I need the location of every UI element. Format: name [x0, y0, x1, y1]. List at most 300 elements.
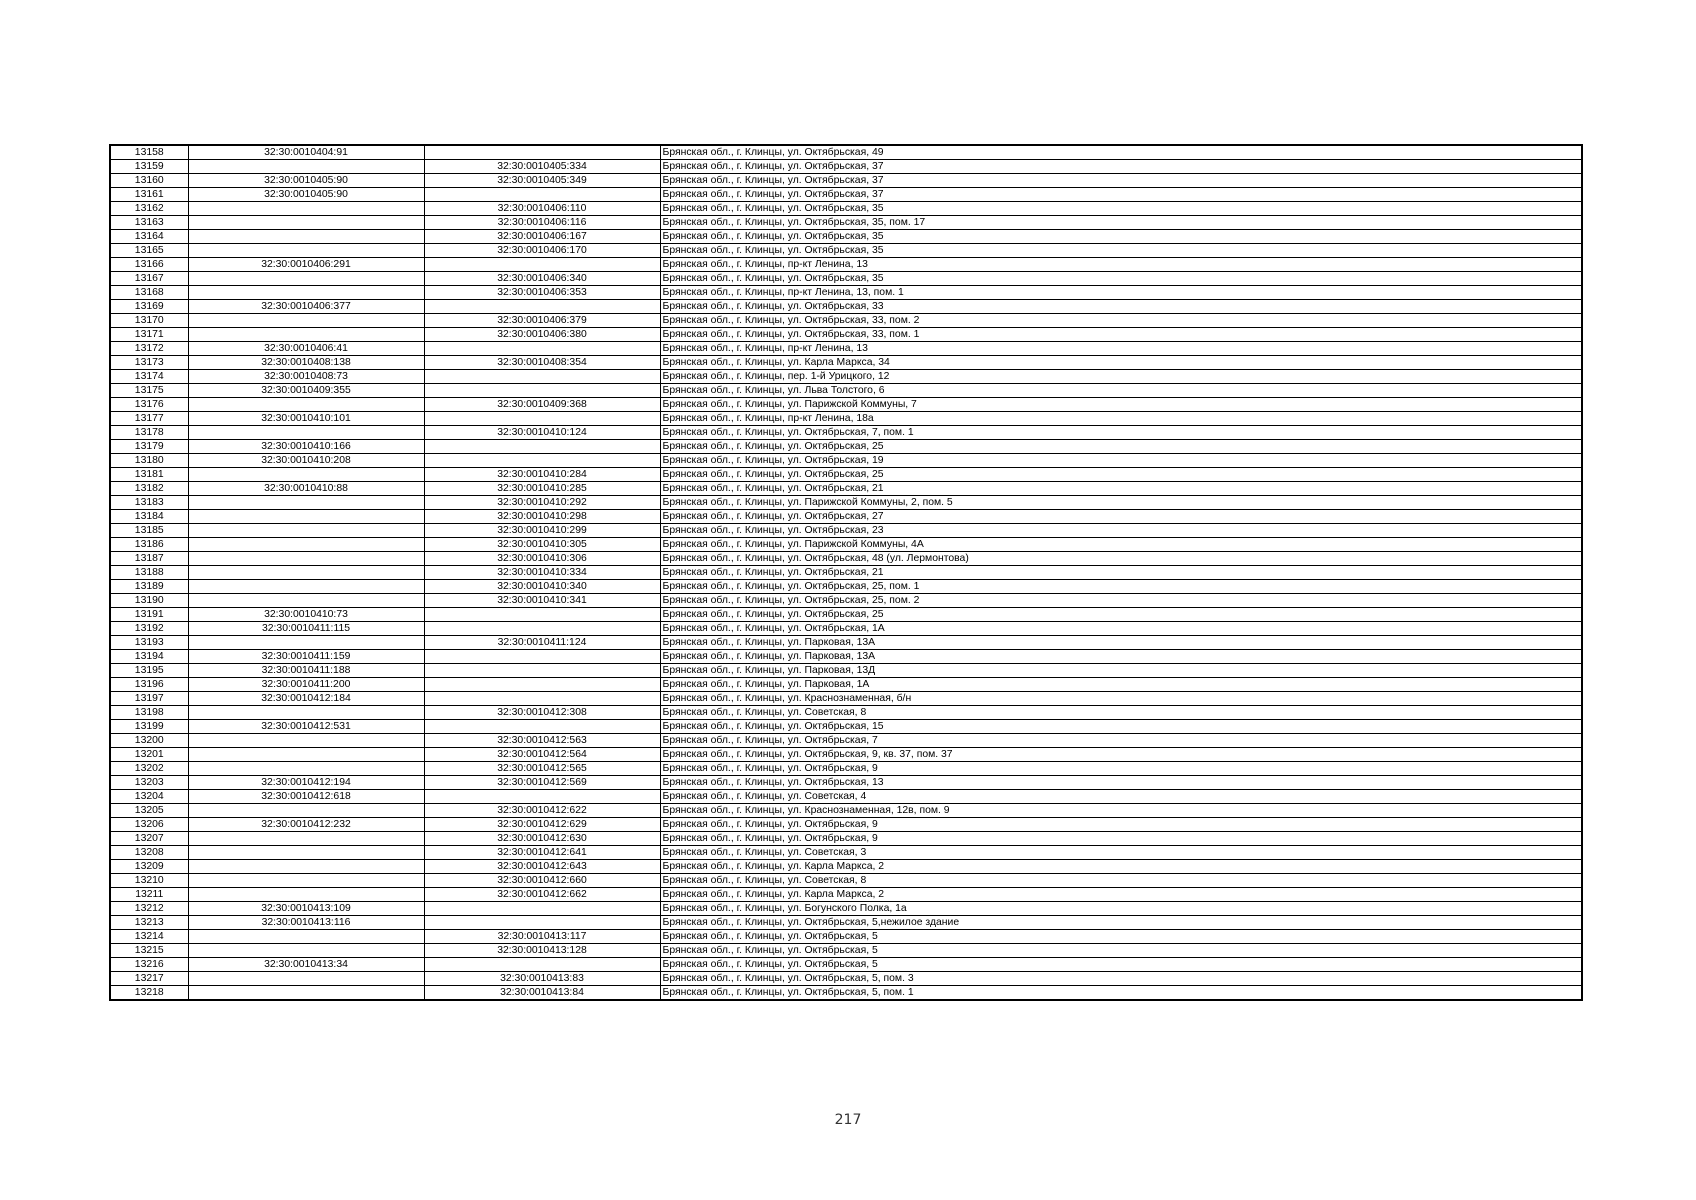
address-cell: Брянская обл., г. Клинцы, ул. Октябрьская, 23: [660, 524, 1582, 538]
building-cadastral-number-cell: [424, 412, 660, 426]
table-row: [110, 958, 1582, 972]
address-cell: Брянская обл., г. Клинцы, ул. Парковая, 13А: [660, 636, 1582, 650]
land-cadastral-number-cell: 32:30:0010410:88: [188, 482, 424, 496]
address-cell: Брянская обл., г. Клинцы, пр-кт Ленина, 18а: [660, 412, 1582, 426]
land-cadastral-number-cell: [188, 244, 424, 258]
building-cadastral-number-cell: 32:30:0010405:334: [424, 160, 660, 174]
building-cadastral-number-cell: 32:30:0010406:379: [424, 314, 660, 328]
row-number-cell: 13174: [110, 370, 188, 384]
land-cadastral-number-cell: [188, 874, 424, 888]
building-cadastral-number-cell: [424, 720, 660, 734]
building-cadastral-number-cell: [424, 440, 660, 454]
address-cell: Брянская обл., г. Клинцы, ул. Октябрьская, 15: [660, 720, 1582, 734]
building-cadastral-number-cell: [424, 902, 660, 916]
address-cell: Брянская обл., г. Клинцы, ул. Октябрьская, 7, пом. 1: [660, 426, 1582, 440]
building-cadastral-number-cell: 32:30:0010412:660: [424, 874, 660, 888]
land-cadastral-number-cell: [188, 580, 424, 594]
land-cadastral-number-cell: 32:30:0010405:90: [188, 188, 424, 202]
land-cadastral-number-cell: [188, 328, 424, 342]
land-cadastral-number-cell: 32:30:0010410:73: [188, 608, 424, 622]
building-cadastral-number-cell: [424, 916, 660, 930]
building-cadastral-number-cell: 32:30:0010410:299: [424, 524, 660, 538]
address-cell: Брянская обл., г. Клинцы, ул. Октябрьская, 35: [660, 272, 1582, 286]
row-number-cell: 13202: [110, 762, 188, 776]
table-row: [110, 202, 1582, 216]
address-cell: Брянская обл., г. Клинцы, ул. Октябрьская, 49: [660, 145, 1582, 160]
table-row: [110, 524, 1582, 538]
building-cadastral-number-cell: [424, 622, 660, 636]
land-cadastral-number-cell: [188, 510, 424, 524]
table-row: [110, 860, 1582, 874]
row-number-cell: 13166: [110, 258, 188, 272]
row-number-cell: 13185: [110, 524, 188, 538]
page-number: 217: [834, 1112, 862, 1128]
land-cadastral-number-cell: 32:30:0010413:116: [188, 916, 424, 930]
row-number-cell: 13196: [110, 678, 188, 692]
address-cell: Брянская обл., г. Клинцы, ул. Октябрьская, 35, пом. 17: [660, 216, 1582, 230]
row-number-cell: 13198: [110, 706, 188, 720]
row-number-cell: 13184: [110, 510, 188, 524]
address-cell: Брянская обл., г. Клинцы, ул. Карла Маркса, 34: [660, 356, 1582, 370]
address-cell: Брянская обл., г. Клинцы, ул. Октябрьская, 7: [660, 734, 1582, 748]
address-cell: Брянская обл., г. Клинцы, ул. Октябрьская, 5: [660, 944, 1582, 958]
building-cadastral-number-cell: [424, 384, 660, 398]
row-number-cell: 13173: [110, 356, 188, 370]
table-row: [110, 944, 1582, 958]
address-cell: Брянская обл., г. Клинцы, ул. Октябрьская, 5: [660, 930, 1582, 944]
table-row: [110, 244, 1582, 258]
table-row: [110, 832, 1582, 846]
address-cell: Брянская обл., г. Клинцы, ул. Октябрьская, 9, кв. 37, пом. 37: [660, 748, 1582, 762]
address-cell: Брянская обл., г. Клинцы, ул. Парковая, 13А: [660, 650, 1582, 664]
building-cadastral-number-cell: 32:30:0010413:128: [424, 944, 660, 958]
table-row: [110, 286, 1582, 300]
address-cell: Брянская обл., г. Клинцы, ул. Октябрьская, 33: [660, 300, 1582, 314]
land-cadastral-number-cell: 32:30:0010411:159: [188, 650, 424, 664]
land-cadastral-number-cell: [188, 426, 424, 440]
land-cadastral-number-cell: [188, 496, 424, 510]
building-cadastral-number-cell: 32:30:0010410:305: [424, 538, 660, 552]
building-cadastral-number-cell: 32:30:0010408:354: [424, 356, 660, 370]
building-cadastral-number-cell: 32:30:0010413:83: [424, 972, 660, 986]
land-cadastral-number-cell: 32:30:0010412:618: [188, 790, 424, 804]
building-cadastral-number-cell: 32:30:0010410:306: [424, 552, 660, 566]
row-number-cell: 13218: [110, 986, 188, 1001]
table-row: [110, 972, 1582, 986]
address-cell: Брянская обл., г. Клинцы, ул. Октябрьская, 5: [660, 958, 1582, 972]
table-row: [110, 804, 1582, 818]
row-number-cell: 13187: [110, 552, 188, 566]
address-cell: Брянская обл., г. Клинцы, ул. Октябрьская, 9: [660, 818, 1582, 832]
table-row: [110, 342, 1582, 356]
land-cadastral-number-cell: [188, 762, 424, 776]
row-number-cell: 13217: [110, 972, 188, 986]
land-cadastral-number-cell: 32:30:0010413:34: [188, 958, 424, 972]
table-row: [110, 216, 1582, 230]
address-cell: Брянская обл., г. Клинцы, ул. Октябрьская, 21: [660, 482, 1582, 496]
table-row: [110, 174, 1582, 188]
building-cadastral-number-cell: [424, 664, 660, 678]
building-cadastral-number-cell: 32:30:0010410:284: [424, 468, 660, 482]
row-number-cell: 13159: [110, 160, 188, 174]
row-number-cell: 13188: [110, 566, 188, 580]
building-cadastral-number-cell: 32:30:0010410:292: [424, 496, 660, 510]
building-cadastral-number-cell: [424, 370, 660, 384]
row-number-cell: 13176: [110, 398, 188, 412]
table-row: [110, 874, 1582, 888]
row-number-cell: 13206: [110, 818, 188, 832]
address-cell: Брянская обл., г. Клинцы, ул. Октябрьская, 1А: [660, 622, 1582, 636]
address-cell: Брянская обл., г. Клинцы, ул. Карла Маркса, 2: [660, 860, 1582, 874]
building-cadastral-number-cell: 32:30:0010406:110: [424, 202, 660, 216]
row-number-cell: 13165: [110, 244, 188, 258]
table-row: [110, 328, 1582, 342]
building-cadastral-number-cell: 32:30:0010410:341: [424, 594, 660, 608]
building-cadastral-number-cell: 32:30:0010412:569: [424, 776, 660, 790]
row-number-cell: 13204: [110, 790, 188, 804]
building-cadastral-number-cell: 32:30:0010412:629: [424, 818, 660, 832]
address-cell: Брянская обл., г. Клинцы, ул. Октябрьская, 25: [660, 608, 1582, 622]
building-cadastral-number-cell: 32:30:0010406:340: [424, 272, 660, 286]
building-cadastral-number-cell: 32:30:0010406:353: [424, 286, 660, 300]
table-row: [110, 846, 1582, 860]
address-cell: Брянская обл., г. Клинцы, ул. Краснознаменная, 12в, пом. 9: [660, 804, 1582, 818]
address-cell: Брянская обл., г. Клинцы, ул. Октябрьская, 35: [660, 244, 1582, 258]
table-row: [110, 314, 1582, 328]
row-number-cell: 13189: [110, 580, 188, 594]
table-row: [110, 986, 1582, 1001]
land-cadastral-number-cell: [188, 860, 424, 874]
building-cadastral-number-cell: 32:30:0010412:622: [424, 804, 660, 818]
address-cell: Брянская обл., г. Клинцы, ул. Октябрьская, 5, пом. 1: [660, 986, 1582, 1001]
table-row: [110, 482, 1582, 496]
land-cadastral-number-cell: [188, 202, 424, 216]
land-cadastral-number-cell: [188, 566, 424, 580]
land-cadastral-number-cell: 32:30:0010405:90: [188, 174, 424, 188]
address-cell: Брянская обл., г. Клинцы, ул. Октябрьская, 33, пом. 1: [660, 328, 1582, 342]
building-cadastral-number-cell: [424, 678, 660, 692]
table-row: [110, 818, 1582, 832]
building-cadastral-number-cell: 32:30:0010406:116: [424, 216, 660, 230]
address-cell: Брянская обл., г. Клинцы, ул. Парижской Коммуны, 7: [660, 398, 1582, 412]
table-row: [110, 930, 1582, 944]
row-number-cell: 13160: [110, 174, 188, 188]
address-cell: Брянская обл., г. Клинцы, ул. Советская, 3: [660, 846, 1582, 860]
address-cell: Брянская обл., г. Клинцы, ул. Карла Маркса, 2: [660, 888, 1582, 902]
building-cadastral-number-cell: [424, 608, 660, 622]
address-cell: Брянская обл., г. Клинцы, ул. Парижской Коммуны, 2, пом. 5: [660, 496, 1582, 510]
building-cadastral-number-cell: 32:30:0010412:565: [424, 762, 660, 776]
address-cell: Брянская обл., г. Клинцы, ул. Октябрьская, 9: [660, 832, 1582, 846]
land-cadastral-number-cell: 32:30:0010406:291: [188, 258, 424, 272]
row-number-cell: 13175: [110, 384, 188, 398]
table-row: [110, 916, 1582, 930]
land-cadastral-number-cell: 32:30:0010411:188: [188, 664, 424, 678]
row-number-cell: 13216: [110, 958, 188, 972]
land-cadastral-number-cell: [188, 888, 424, 902]
address-cell: Брянская обл., г. Клинцы, ул. Октябрьская, 13: [660, 776, 1582, 790]
address-cell: Брянская обл., г. Клинцы, ул. Парижской Коммуны, 4А: [660, 538, 1582, 552]
address-cell: Брянская обл., г. Клинцы, ул. Октябрьская, 25, пом. 2: [660, 594, 1582, 608]
row-number-cell: 13195: [110, 664, 188, 678]
table-row: [110, 790, 1582, 804]
land-cadastral-number-cell: [188, 286, 424, 300]
row-number-cell: 13203: [110, 776, 188, 790]
address-cell: Брянская обл., г. Клинцы, ул. Октябрьская, 21: [660, 566, 1582, 580]
table-row: [110, 468, 1582, 482]
land-cadastral-number-cell: [188, 944, 424, 958]
building-cadastral-number-cell: 32:30:0010412:308: [424, 706, 660, 720]
table-row: [110, 426, 1582, 440]
row-number-cell: 13191: [110, 608, 188, 622]
table-row: [110, 706, 1582, 720]
land-cadastral-number-cell: [188, 986, 424, 1001]
row-number-cell: 13194: [110, 650, 188, 664]
land-cadastral-number-cell: [188, 230, 424, 244]
registry-table-body: [110, 145, 1582, 1000]
address-cell: Брянская обл., г. Клинцы, ул. Октябрьская, 33, пом. 2: [660, 314, 1582, 328]
address-cell: Брянская обл., г. Клинцы, ул. Октябрьская, 9: [660, 762, 1582, 776]
land-cadastral-number-cell: [188, 594, 424, 608]
land-cadastral-number-cell: [188, 930, 424, 944]
address-cell: Брянская обл., г. Клинцы, ул. Парковая, 1А: [660, 678, 1582, 692]
row-number-cell: 13211: [110, 888, 188, 902]
address-cell: Брянская обл., г. Клинцы, ул. Октябрьская, 25: [660, 440, 1582, 454]
registry-table: [109, 144, 1583, 1001]
land-cadastral-number-cell: 32:30:0010412:232: [188, 818, 424, 832]
address-cell: Брянская обл., г. Клинцы, ул. Октябрьская, 5,нежилое здание: [660, 916, 1582, 930]
address-cell: Брянская обл., г. Клинцы, пр-кт Ленина, 13, пом. 1: [660, 286, 1582, 300]
row-number-cell: 13201: [110, 748, 188, 762]
row-number-cell: 13162: [110, 202, 188, 216]
row-number-cell: 13207: [110, 832, 188, 846]
building-cadastral-number-cell: 32:30:0010412:643: [424, 860, 660, 874]
table-row: [110, 720, 1582, 734]
land-cadastral-number-cell: 32:30:0010412:531: [188, 720, 424, 734]
land-cadastral-number-cell: 32:30:0010408:138: [188, 356, 424, 370]
table-row: [110, 230, 1582, 244]
row-number-cell: 13182: [110, 482, 188, 496]
building-cadastral-number-cell: 32:30:0010410:285: [424, 482, 660, 496]
row-number-cell: 13209: [110, 860, 188, 874]
building-cadastral-number-cell: 32:30:0010413:117: [424, 930, 660, 944]
row-number-cell: 13192: [110, 622, 188, 636]
land-cadastral-number-cell: [188, 216, 424, 230]
building-cadastral-number-cell: 32:30:0010409:368: [424, 398, 660, 412]
address-cell: Брянская обл., г. Клинцы, ул. Октябрьская, 37: [660, 188, 1582, 202]
land-cadastral-number-cell: [188, 636, 424, 650]
land-cadastral-number-cell: 32:30:0010406:41: [188, 342, 424, 356]
row-number-cell: 13210: [110, 874, 188, 888]
table-row: [110, 776, 1582, 790]
building-cadastral-number-cell: 32:30:0010412:563: [424, 734, 660, 748]
building-cadastral-number-cell: 32:30:0010411:124: [424, 636, 660, 650]
address-cell: Брянская обл., г. Клинцы, ул. Октябрьская, 37: [660, 174, 1582, 188]
building-cadastral-number-cell: 32:30:0010410:340: [424, 580, 660, 594]
building-cadastral-number-cell: [424, 790, 660, 804]
land-cadastral-number-cell: 32:30:0010412:184: [188, 692, 424, 706]
land-cadastral-number-cell: [188, 706, 424, 720]
row-number-cell: 13197: [110, 692, 188, 706]
land-cadastral-number-cell: [188, 272, 424, 286]
row-number-cell: 13183: [110, 496, 188, 510]
table-row: [110, 734, 1582, 748]
row-number-cell: 13164: [110, 230, 188, 244]
row-number-cell: 13169: [110, 300, 188, 314]
address-cell: Брянская обл., г. Клинцы, ул. Октябрьская, 48 (ул. Лермонтова): [660, 552, 1582, 566]
address-cell: Брянская обл., г. Клинцы, ул. Краснознаменная, б/н: [660, 692, 1582, 706]
table-row: [110, 608, 1582, 622]
building-cadastral-number-cell: 32:30:0010410:124: [424, 426, 660, 440]
address-cell: Брянская обл., г. Клинцы, ул. Октябрьская, 27: [660, 510, 1582, 524]
address-cell: Брянская обл., г. Клинцы, ул. Советская, 8: [660, 874, 1582, 888]
table-row: [110, 664, 1582, 678]
table-row: [110, 748, 1582, 762]
address-cell: Брянская обл., г. Клинцы, пр-кт Ленина, 13: [660, 258, 1582, 272]
table-row: [110, 650, 1582, 664]
address-cell: Брянская обл., г. Клинцы, ул. Октябрьская, 5, пом. 3: [660, 972, 1582, 986]
address-cell: Брянская обл., г. Клинцы, ул. Октябрьская, 19: [660, 454, 1582, 468]
address-cell: Брянская обл., г. Клинцы, пер. 1-й Урицкого, 12: [660, 370, 1582, 384]
land-cadastral-number-cell: 32:30:0010404:91: [188, 145, 424, 160]
address-cell: Брянская обл., г. Клинцы, ул. Льва Толстого, 6: [660, 384, 1582, 398]
land-cadastral-number-cell: 32:30:0010411:115: [188, 622, 424, 636]
land-cadastral-number-cell: 32:30:0010410:208: [188, 454, 424, 468]
building-cadastral-number-cell: 32:30:0010410:298: [424, 510, 660, 524]
building-cadastral-number-cell: [424, 145, 660, 160]
land-cadastral-number-cell: 32:30:0010406:377: [188, 300, 424, 314]
building-cadastral-number-cell: [424, 188, 660, 202]
land-cadastral-number-cell: [188, 748, 424, 762]
row-number-cell: 13178: [110, 426, 188, 440]
building-cadastral-number-cell: [424, 958, 660, 972]
table-row: [110, 370, 1582, 384]
table-row: [110, 888, 1582, 902]
row-number-cell: 13158: [110, 145, 188, 160]
row-number-cell: 13163: [110, 216, 188, 230]
table-row: [110, 622, 1582, 636]
row-number-cell: 13190: [110, 594, 188, 608]
row-number-cell: 13214: [110, 930, 188, 944]
row-number-cell: 13170: [110, 314, 188, 328]
table-row: [110, 384, 1582, 398]
land-cadastral-number-cell: [188, 314, 424, 328]
table-row: [110, 594, 1582, 608]
land-cadastral-number-cell: 32:30:0010413:109: [188, 902, 424, 916]
land-cadastral-number-cell: [188, 538, 424, 552]
building-cadastral-number-cell: 32:30:0010412:630: [424, 832, 660, 846]
table-row: [110, 440, 1582, 454]
building-cadastral-number-cell: 32:30:0010412:641: [424, 846, 660, 860]
land-cadastral-number-cell: 32:30:0010410:166: [188, 440, 424, 454]
address-cell: Брянская обл., г. Клинцы, ул. Октябрьская, 25: [660, 468, 1582, 482]
row-number-cell: 13181: [110, 468, 188, 482]
land-cadastral-number-cell: [188, 734, 424, 748]
land-cadastral-number-cell: [188, 160, 424, 174]
address-cell: Брянская обл., г. Клинцы, пр-кт Ленина, 13: [660, 342, 1582, 356]
table-row: [110, 356, 1582, 370]
table-row: [110, 636, 1582, 650]
table-row: [110, 145, 1582, 160]
table-row: [110, 272, 1582, 286]
address-cell: Брянская обл., г. Клинцы, ул. Парковая, 13Д: [660, 664, 1582, 678]
land-cadastral-number-cell: [188, 398, 424, 412]
table-row: [110, 398, 1582, 412]
row-number-cell: 13205: [110, 804, 188, 818]
address-cell: Брянская обл., г. Клинцы, ул. Октябрьская, 25, пом. 1: [660, 580, 1582, 594]
address-cell: Брянская обл., г. Клинцы, ул. Советская, 8: [660, 706, 1582, 720]
building-cadastral-number-cell: 32:30:0010406:170: [424, 244, 660, 258]
row-number-cell: 13171: [110, 328, 188, 342]
land-cadastral-number-cell: [188, 468, 424, 482]
table-row: [110, 538, 1582, 552]
building-cadastral-number-cell: [424, 300, 660, 314]
building-cadastral-number-cell: [424, 454, 660, 468]
row-number-cell: 13172: [110, 342, 188, 356]
table-row: [110, 510, 1582, 524]
table-row: [110, 678, 1582, 692]
row-number-cell: 13161: [110, 188, 188, 202]
row-number-cell: 13200: [110, 734, 188, 748]
building-cadastral-number-cell: [424, 650, 660, 664]
address-cell: Брянская обл., г. Клинцы, ул. Советская, 4: [660, 790, 1582, 804]
table-row: [110, 496, 1582, 510]
building-cadastral-number-cell: 32:30:0010412:662: [424, 888, 660, 902]
land-cadastral-number-cell: 32:30:0010410:101: [188, 412, 424, 426]
address-cell: Брянская обл., г. Клинцы, ул. Октябрьская, 37: [660, 160, 1582, 174]
row-number-cell: 13180: [110, 454, 188, 468]
table-row: [110, 258, 1582, 272]
table-row: [110, 692, 1582, 706]
address-cell: Брянская обл., г. Клинцы, ул. Октябрьская, 35: [660, 202, 1582, 216]
row-number-cell: 13177: [110, 412, 188, 426]
land-cadastral-number-cell: [188, 972, 424, 986]
table-row: [110, 566, 1582, 580]
row-number-cell: 13167: [110, 272, 188, 286]
building-cadastral-number-cell: 32:30:0010412:564: [424, 748, 660, 762]
land-cadastral-number-cell: 32:30:0010408:73: [188, 370, 424, 384]
address-cell: Брянская обл., г. Клинцы, ул. Богунского Полка, 1а: [660, 902, 1582, 916]
row-number-cell: 13215: [110, 944, 188, 958]
land-cadastral-number-cell: 32:30:0010412:194: [188, 776, 424, 790]
building-cadastral-number-cell: [424, 342, 660, 356]
row-number-cell: 13179: [110, 440, 188, 454]
table-row: [110, 300, 1582, 314]
row-number-cell: 13193: [110, 636, 188, 650]
building-cadastral-number-cell: 32:30:0010406:167: [424, 230, 660, 244]
row-number-cell: 13186: [110, 538, 188, 552]
building-cadastral-number-cell: 32:30:0010406:380: [424, 328, 660, 342]
land-cadastral-number-cell: 32:30:0010411:200: [188, 678, 424, 692]
table-row: [110, 160, 1582, 174]
table-row: [110, 902, 1582, 916]
land-cadastral-number-cell: [188, 524, 424, 538]
address-cell: Брянская обл., г. Клинцы, ул. Октябрьская, 35: [660, 230, 1582, 244]
table-row: [110, 762, 1582, 776]
building-cadastral-number-cell: 32:30:0010410:334: [424, 566, 660, 580]
table-row: [110, 580, 1582, 594]
building-cadastral-number-cell: 32:30:0010413:84: [424, 986, 660, 1001]
row-number-cell: 13213: [110, 916, 188, 930]
land-cadastral-number-cell: [188, 846, 424, 860]
table-row: [110, 454, 1582, 468]
land-cadastral-number-cell: [188, 804, 424, 818]
table-row: [110, 188, 1582, 202]
row-number-cell: 13168: [110, 286, 188, 300]
table-row: [110, 412, 1582, 426]
land-cadastral-number-cell: [188, 552, 424, 566]
row-number-cell: 13199: [110, 720, 188, 734]
